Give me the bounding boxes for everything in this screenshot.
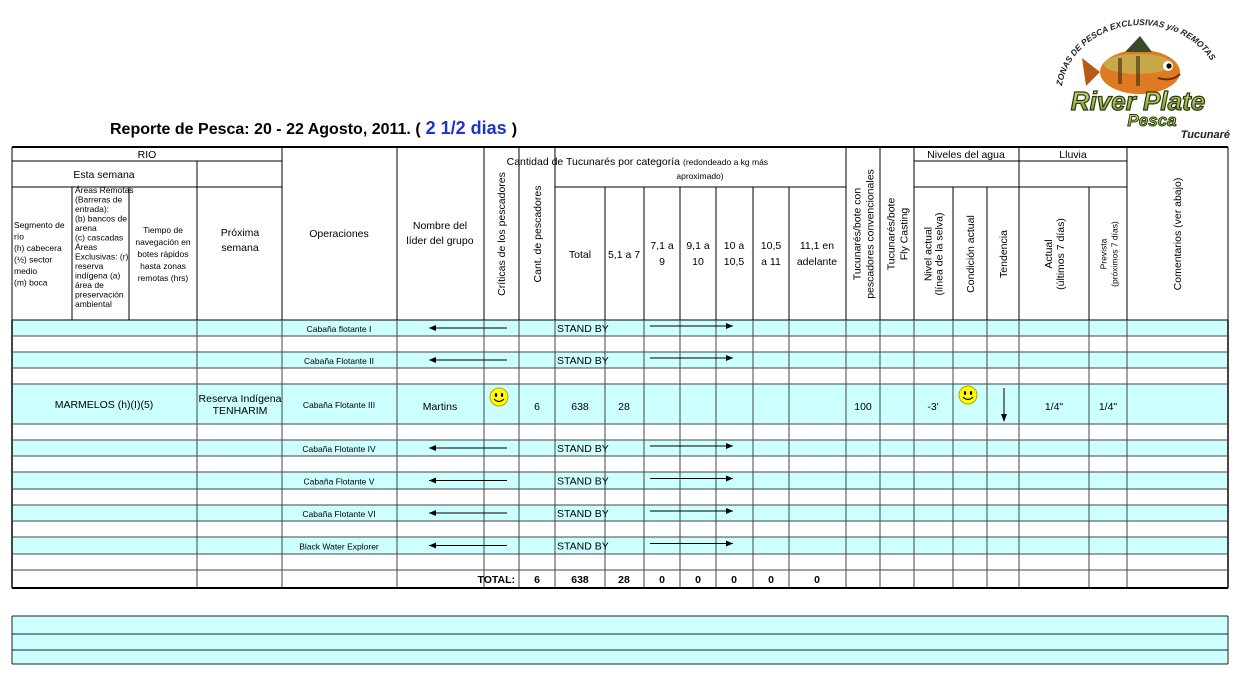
total-value: 0	[695, 574, 701, 586]
header-areas: (c) cascadas	[75, 232, 124, 243]
header-tendencia-line: Tendencia	[998, 230, 1010, 278]
row-fill	[12, 537, 1228, 554]
header-segmento: (m) boca	[14, 277, 48, 288]
comments-box-fill	[12, 616, 1228, 664]
header-areas: Exclusivas: (r)	[75, 251, 129, 262]
header-criticas-line: Críticas de los pescadores	[496, 172, 508, 296]
header-areas: Áreas Remotas	[75, 185, 134, 195]
header-condicion	[965, 215, 977, 293]
header-rio: RIO	[137, 149, 157, 161]
cell-conv: 100	[854, 401, 872, 413]
status-standby: STAND BY	[557, 355, 609, 367]
header-criticas	[496, 172, 508, 296]
leader-name: Martins	[422, 401, 458, 413]
header-segmento: (½) sector	[14, 254, 53, 265]
header-tendencia	[998, 230, 1010, 278]
header-tiempo: navegación en	[135, 237, 191, 247]
operation-name: Cabaña Flotante V	[303, 476, 375, 487]
header-fly-line: Tucunarés/bote	[885, 197, 898, 271]
cell-cant: 6	[534, 401, 540, 413]
status-standby: STAND BY	[557, 475, 609, 488]
header-cat: 9	[659, 256, 665, 268]
next-week: TENHARIM	[212, 405, 268, 417]
header-comentarios-line: Comentarios (ver abajo)	[1172, 177, 1184, 291]
next-week: Reserva Indígena	[198, 393, 282, 405]
header-segmento: Segmento de	[14, 220, 65, 230]
header-lluvia-actual-line: (últimos 7 días)	[1055, 218, 1067, 290]
header-cat: 10	[692, 256, 704, 268]
operation-name: Cabaña Flotante II	[304, 356, 374, 366]
header-areas: preservación	[75, 289, 124, 300]
header-tiempo: hasta zonas	[140, 261, 186, 271]
header-lider: Nombre del	[412, 220, 468, 232]
header-cat: 5,1 a 7	[607, 249, 641, 261]
header-cat: a 11	[761, 256, 781, 268]
operation-name: Cabaña flotante I	[306, 324, 372, 334]
header-cat: 10,5	[723, 256, 745, 268]
header-cantidad: Cantidad de Tucunarés por categoría	[506, 156, 680, 168]
header-cat: 10,5	[760, 240, 782, 252]
total-value: 6	[534, 574, 540, 586]
header-esta-semana: Esta semana	[73, 169, 135, 181]
status-standby: STAND BY	[557, 443, 609, 455]
row-fill	[12, 505, 1228, 521]
row-fill	[12, 440, 1228, 456]
operation-name: Cabaña Flotante VI	[302, 509, 376, 519]
header-lider: líder del grupo	[406, 235, 474, 247]
operation-name: Black Water Explorer	[299, 541, 379, 552]
header-areas: entrada):	[75, 204, 110, 214]
total-value: 0	[731, 574, 737, 586]
header-conv-line: Tucunarés/bote con	[851, 187, 864, 281]
header-areas: arena	[75, 223, 97, 233]
cell-cat-5-7: 28	[618, 401, 630, 413]
header-nivel-actual	[923, 213, 946, 296]
header-areas: ambiental	[75, 299, 112, 309]
header-cant	[532, 186, 544, 283]
header-lluvia-prevista-line: Prevista	[1098, 238, 1109, 270]
header-proxima: semana	[221, 242, 259, 254]
header-lluvia-actual	[1043, 218, 1067, 290]
total-value: 0	[659, 574, 665, 586]
header-cantidad-note: (redondeado a kg más	[683, 157, 769, 167]
total-value: 28	[618, 574, 630, 586]
logo-brand-line1: River Plate	[1070, 86, 1206, 116]
header-operaciones: Operaciones	[309, 228, 369, 240]
header-conv	[852, 169, 877, 299]
row-fill	[12, 320, 1228, 336]
total-value: 638	[571, 574, 589, 586]
header-niveles: Niveles del agua	[927, 149, 1005, 161]
operation-name: Cabaña Flotante III	[302, 400, 376, 410]
header-areas: indígena (a)	[75, 270, 121, 281]
header-nivel-actual-line: (línea de la selva)	[933, 212, 946, 296]
header-lluvia-prevista	[1099, 221, 1120, 287]
total-value: 0	[814, 574, 820, 586]
header-lluvia-actual-line: Actual	[1043, 239, 1055, 269]
cell-lluvia-actual: 1/4"	[1044, 401, 1064, 413]
header-segmento: medio	[14, 266, 38, 276]
total-value: 0	[768, 574, 774, 586]
header-cat: 10 a	[723, 240, 745, 252]
header-areas: (Barreras de	[75, 194, 123, 205]
total-label: TOTAL:	[477, 574, 515, 586]
title-days: 2 1/2 dias	[420, 118, 512, 138]
logo-brand-line2: Pesca	[1127, 111, 1177, 130]
header-segmento: (h) cabecera	[14, 243, 62, 253]
header-nivel-actual-line: Nivel actual	[922, 226, 935, 282]
header-cat: 11,1 en	[799, 240, 835, 252]
header-areas: Áreas	[75, 242, 98, 252]
logo-brand-sub: Tucunaré	[1180, 129, 1230, 141]
header-cantidad-note2: aproximado)	[676, 171, 724, 181]
header-cat: 9,1 a	[686, 240, 710, 252]
header-cant-line: Cant. de pescadores	[532, 185, 544, 283]
header-cat: 7,1 a	[650, 240, 674, 252]
row-fill	[12, 472, 1228, 489]
header-lluvia-prevista-line: (próximos 7 días)	[1109, 221, 1120, 287]
header-comentarios	[1172, 178, 1184, 291]
header-proxima: Próxima	[220, 227, 260, 239]
river-segment: MARMELOS (h)(I)(5)	[54, 399, 154, 411]
logo-arc-text: ZONAS DE PESCA EXCLUSIVAS y/o REMOTAS	[1054, 17, 1218, 87]
header-segmento: río	[14, 231, 24, 242]
header-cat: Total	[568, 249, 592, 261]
header-fly-line: Fly Casting	[898, 207, 911, 261]
cell-total: 638	[571, 401, 589, 413]
header-areas: (b) bancos de	[75, 213, 127, 224]
header-tiempo: remotas (hrs)	[137, 273, 189, 283]
header-tiempo: Tiempo de	[143, 225, 183, 235]
title-prefix: Reporte de Pesca: 20 - 22 Agosto, 2011. (	[110, 121, 421, 138]
smiley-icon	[490, 388, 508, 406]
header-condicion-line: Condición actual	[965, 215, 977, 293]
status-standby: STAND BY	[557, 323, 609, 335]
status-standby: STAND BY	[557, 508, 609, 520]
cell-nivel: -3'	[927, 401, 939, 413]
operation-name: Cabaña Flotante IV	[302, 444, 376, 454]
header-areas: área de	[75, 280, 104, 290]
header-areas: reserva	[75, 261, 104, 271]
header-conv-line: pescadores convencionales	[864, 169, 877, 299]
status-standby: STAND BY	[557, 540, 609, 553]
cell-lluvia-prevista: 1/4"	[1098, 401, 1118, 413]
title-suffix: )	[511, 121, 518, 138]
header-cat: adelante	[796, 256, 838, 268]
smiley-icon	[959, 386, 977, 404]
header-tiempo: botes rápidos	[137, 249, 189, 259]
row-fill	[12, 352, 1228, 368]
header-fly	[886, 198, 911, 271]
header-lluvia: Lluvia	[1059, 149, 1087, 161]
